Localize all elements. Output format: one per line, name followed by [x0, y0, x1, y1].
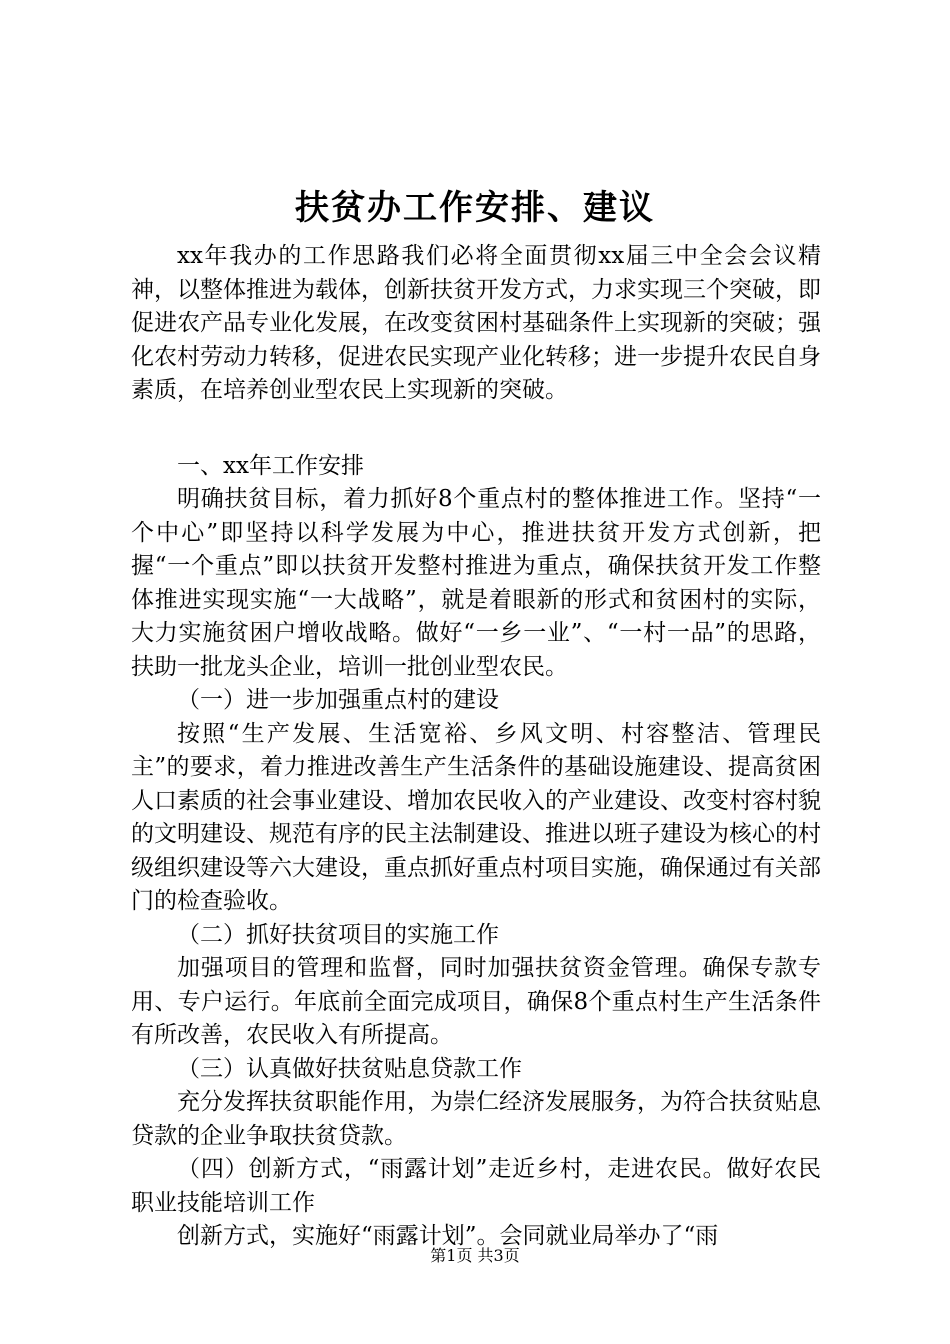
paragraph-goal: 明确扶贫目标，着力抓好8个重点村的整体推进工作。坚持“一个中心”即坚持以科学发展为中心，推进扶贫开发方式创新，把握“一个重点”即以扶贫开发整村推进为重点，确保扶贫开发工作整体推进实现实施“一大战略”，就是着眼新的形式和贫困村的实际，大力实施贫困户增收战略。做好“一乡一业”、“一村一品”的思路，扶助一批龙头企业，培训一批创业型农民。 [131, 486, 821, 680]
paragraph-loans: 充分发挥扶贫职能作用，为崇仁经济发展服务，为符合扶贫贴息贷款的企业争取扶贫贷款。 [131, 1089, 821, 1149]
section-heading-1: 一、xx年工作安排 [177, 452, 364, 479]
subheading-2: （二）抓好扶贫项目的实施工作 [177, 921, 499, 948]
paragraph-rain-dew: 创新方式，实施好“雨露计划”。会同就业局举办了“雨 [177, 1223, 719, 1249]
paragraph-projects: 加强项目的管理和监督，同时加强扶贫资金管理。确保专款专用、专户运行。年底前全面完成项目，确保8个重点村生产生活条件有所改善，农民收入有所提高。 [131, 955, 821, 1048]
subheading-3: （三）认真做好扶贫贴息贷款工作 [177, 1055, 522, 1082]
subheading-1: （一）进一步加强重点村的建设 [177, 687, 499, 713]
paragraph-key-villages: 按照“生产发展、生活宽裕、乡风文明、村容整洁、管理民主”的要求，着力推进改善生产生活条件的基础设施建设、提高贫困人口素质的社会事业建设、增加农民收入的产业建设、改变村容村貌的文明建设、规范有序的民主法制建设、推进以班子建设为核心的村级组织建设等六大建设，重点抓好重点村项目实施，确保通过有关部门的检查验收。 [131, 720, 821, 914]
paragraph-intro: xx年我办的工作思路我们必将全面贯彻xx届三中全会会议精神，以整体推进为载体，创新扶贫开发方式，力求实现三个突破，即促进农产品专业化发展，在改变贫困村基础条件上实现新的突破；强化农村劳动力转移，促进农民实现产业化转移；进一步提升农民自身素质，在培养创业型农民上实现新的突破。 [131, 243, 821, 403]
page-footer: 第1页 共3页 [430, 1246, 520, 1265]
document-body [131, 240, 821, 1254]
subheading-4: （四）创新方式，“雨露计划”走近乡村，走进农民。做好农民职业技能培训工作 [131, 1156, 821, 1216]
document-title: 扶贫办工作安排、建议 [295, 188, 655, 228]
